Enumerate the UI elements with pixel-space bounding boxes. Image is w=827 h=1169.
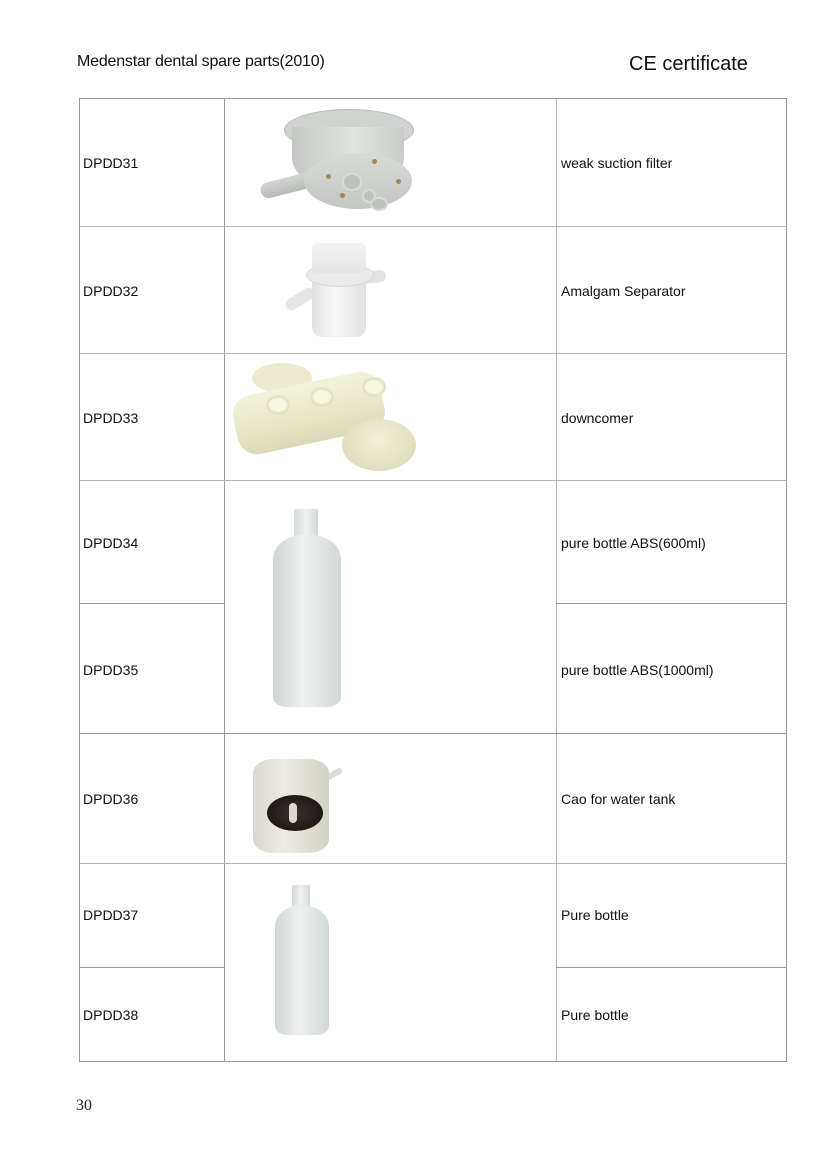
part-description: Pure bottle — [561, 907, 629, 923]
part-code: DPDD34 — [83, 535, 139, 551]
certificate-label: CE certificate — [629, 53, 748, 75]
part-code: DPDD35 — [83, 662, 139, 678]
spare-parts-table — [79, 98, 787, 1062]
row-divider — [80, 733, 786, 734]
page-number: 30 — [76, 1097, 92, 1114]
amalgam-separator-image — [242, 231, 442, 349]
part-description: Cao for water tank — [561, 791, 676, 807]
downcomer-image — [228, 357, 428, 477]
part-description: Pure bottle — [561, 1007, 629, 1023]
row-divider — [80, 226, 786, 227]
column-divider — [556, 99, 557, 1061]
row-divider — [80, 603, 224, 604]
page-header-title: Medenstar dental spare parts(2010) — [77, 53, 325, 70]
part-description: downcomer — [561, 410, 634, 426]
part-code: DPDD36 — [83, 791, 139, 807]
part-code: DPDD37 — [83, 907, 139, 923]
row-divider — [80, 863, 786, 864]
row-divider — [80, 967, 224, 968]
part-description: weak suction filter — [561, 155, 673, 171]
part-code: DPDD31 — [83, 155, 139, 171]
part-code: DPDD32 — [83, 283, 139, 299]
part-description: Amalgam Separator — [561, 283, 686, 299]
water-tank-cap-image — [225, 737, 425, 861]
row-divider — [556, 603, 786, 604]
part-code: DPDD33 — [83, 410, 139, 426]
row-divider — [80, 353, 786, 354]
column-divider — [224, 99, 225, 1061]
pure-bottle-image — [270, 507, 350, 711]
part-code: DPDD38 — [83, 1007, 139, 1023]
pure-bottle-image — [273, 883, 333, 1039]
row-divider — [80, 480, 786, 481]
row-divider — [556, 967, 786, 968]
weak-suction-filter-image — [242, 105, 442, 223]
part-description: pure bottle ABS(600ml) — [561, 535, 706, 551]
part-description: pure bottle ABS(1000ml) — [561, 662, 714, 678]
